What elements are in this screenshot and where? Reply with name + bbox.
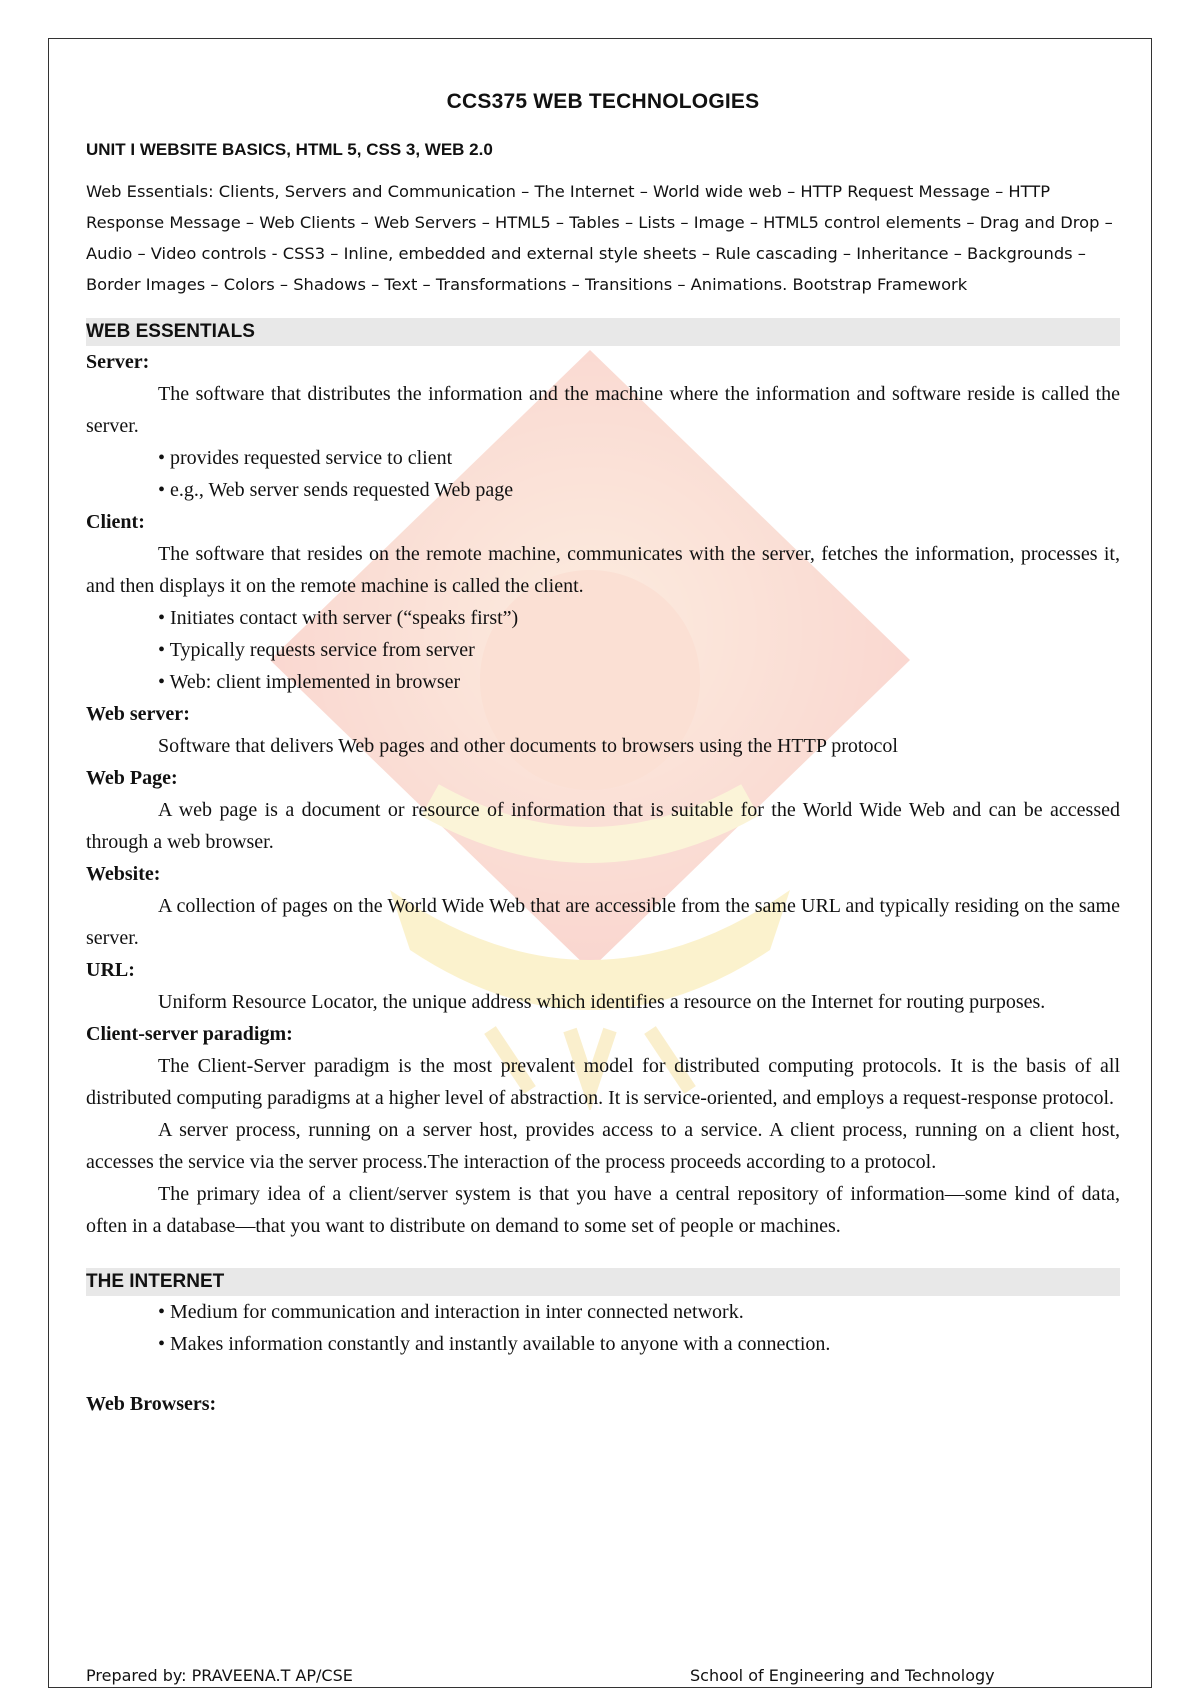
- web-server-definition: Software that delivers Web pages and other documents to browsers using the HTTP protocol: [158, 735, 898, 757]
- client-bullet: • Typically requests service from server: [158, 639, 475, 661]
- term-web-page: Web Page:: [86, 767, 178, 789]
- document-title: CCS375 WEB TECHNOLOGIES: [446, 90, 760, 113]
- server-bullet: • provides requested service to client: [158, 447, 453, 469]
- section-heading-the-internet: THE INTERNET: [86, 1268, 1120, 1296]
- term-web-server: Web server:: [86, 703, 190, 725]
- paradigm-paragraph: The primary idea of a client/server system is that you have a central repository of information—some kind of data, often in a database—that you want to distribute on demand to some set of people or machines.: [86, 1183, 1120, 1237]
- website-definition: A collection of pages on the World Wide Web that are accessible from the same URL and typically residing on the same server.: [86, 895, 1120, 949]
- footer-school: School of Engineering and Technology: [690, 1666, 995, 1685]
- internet-bullet: • Medium for communication and interaction in inter connected network.: [158, 1301, 744, 1323]
- term-web-browsers: Web Browsers:: [86, 1393, 217, 1415]
- paradigm-paragraph: A server process, running on a server host, provides access to a service. A client process, running on a client host, accesses the service via the server process.The interaction of the process proceeds according to a protocol.: [86, 1119, 1120, 1173]
- client-definition: The software that resides on the remote machine, communicates with the server, fetches the information, processes it, and then displays it on the remote machine is called the client.: [86, 543, 1120, 597]
- section-heading-web-essentials: WEB ESSENTIALS: [86, 318, 1120, 346]
- url-definition: Uniform Resource Locator, the unique address which identifies a resource on the Internet for routing purposes.: [158, 991, 1046, 1013]
- term-website: Website:: [86, 863, 161, 885]
- term-client-server-paradigm: Client-server paradigm:: [86, 1023, 293, 1045]
- client-bullet: • Web: client implemented in browser: [158, 671, 461, 693]
- syllabus-text: Web Essentials: Clients, Servers and Communication – The Internet – World wide web – HTTP Request Message – HTTP Response Message – Web Clients – Web Servers – HTML5 – Tables – Lists – Image – HTML5 control elements – Drag and Drop – Audio – Video controls - CSS3 – Inline, embedded and external style sheets – Rule cascading – Inheritance – Backgrounds – Border Images – Colors – Shadows – Text – Transformations – Transitions – Animations. Bootstrap Framework: [86, 182, 1113, 294]
- unit-title: UNIT I WEBSITE BASICS, HTML 5, CSS 3, WEB 2.0: [86, 140, 493, 159]
- web-page-definition: A web page is a document or resource of information that is suitable for the World Wide Web and can be accessed through a web browser.: [86, 799, 1120, 853]
- client-bullet: • Initiates contact with server (“speaks first”): [158, 607, 519, 629]
- paradigm-paragraph: The Client-Server paradigm is the most prevalent model for distributed computing protocols. It is the basis of all distributed computing paradigms at a higher level of abstraction. It is service-oriented, and employs a request-response protocol.: [86, 1055, 1120, 1109]
- document-body: [86, 86, 1120, 1420]
- spacer: [86, 1360, 1120, 1388]
- footer-author: Prepared by: PRAVEENA.T AP/CSE: [86, 1666, 353, 1685]
- term-url: URL:: [86, 959, 135, 981]
- term-server: Server:: [86, 351, 150, 373]
- term-client: Client:: [86, 511, 145, 533]
- server-definition: The software that distributes the information and the machine where the information and software reside is called the server.: [86, 383, 1120, 437]
- server-bullet: • e.g., Web server sends requested Web page: [158, 479, 514, 501]
- spacer: [86, 1242, 1120, 1268]
- internet-bullet: • Makes information constantly and instantly available to anyone with a connection.: [158, 1333, 831, 1355]
